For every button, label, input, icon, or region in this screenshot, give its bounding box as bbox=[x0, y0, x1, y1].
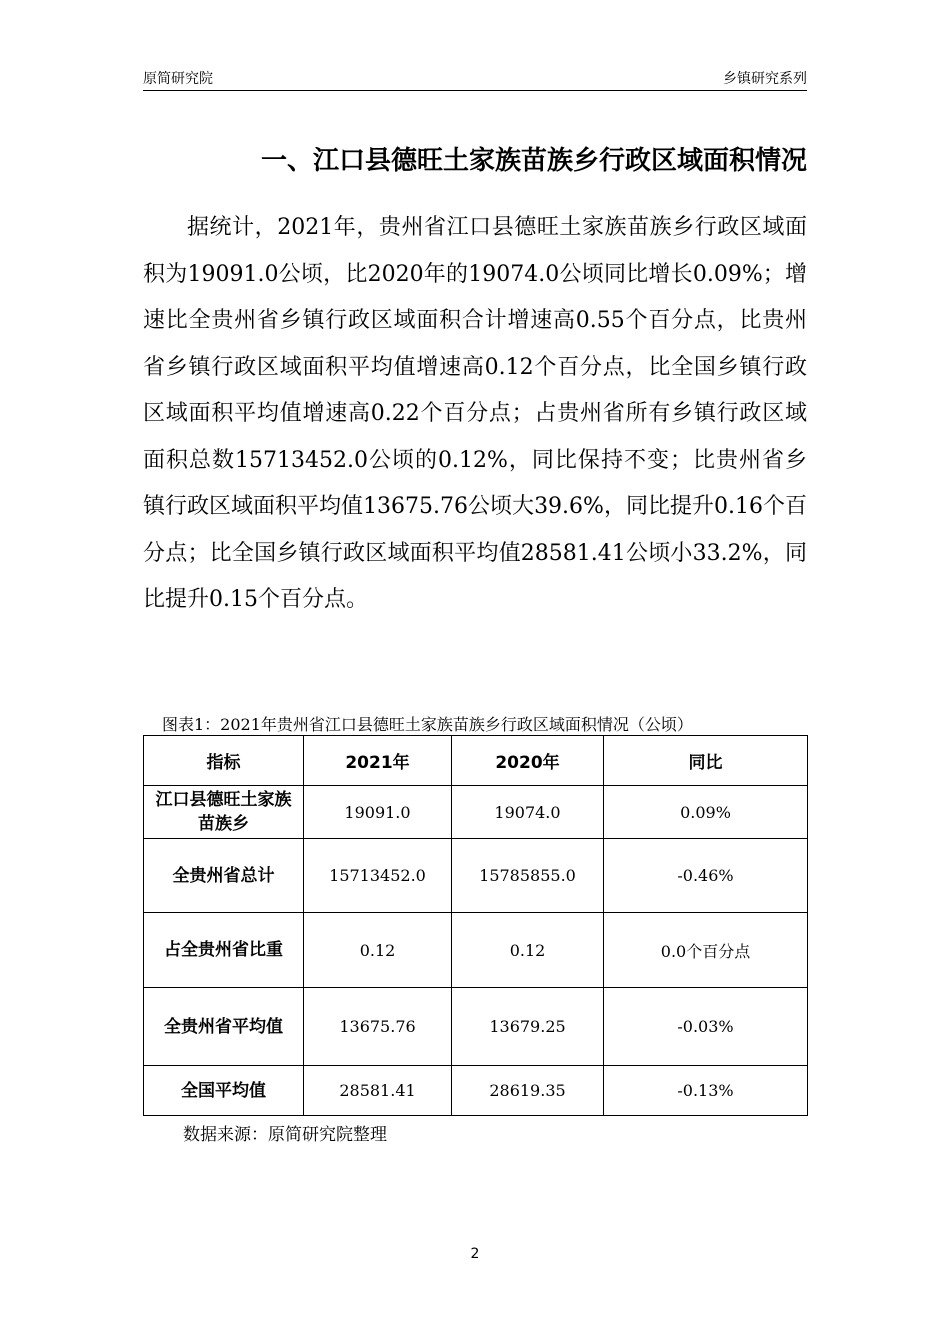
value-yoy: -0.13% bbox=[604, 1066, 808, 1116]
table-row bbox=[144, 988, 808, 1066]
value-2020: 28619.35 bbox=[452, 1066, 604, 1116]
table-row bbox=[144, 1066, 808, 1116]
value-2021: 15713452.0 bbox=[304, 839, 452, 913]
value-2020: 13679.25 bbox=[452, 988, 604, 1066]
body-paragraph: 据统计，2021年，贵州省江口县德旺土家族苗族乡行政区域面积为19091.0公顷，比2020年的19074.0公顷同比增长0.09%；增速比全贵州省乡镇行政区域面积合计增速高0.55个百分点，比贵州省乡镇行政区域面积平均值增速高0.12个百分点，比全国乡镇行政区域面积平均值增速高0.22个百分点；占贵州省所有乡镇行政区域面积总数15713452.0公顷的0.12%，同比保持不变；比贵州省乡镇行政区域面积平均值13675.76公顷大39.6%，同比提升0.16个百分点；比全国乡镇行政区域面积平均值28581.41公顷小33.2%，同比提升0.15个百分点。 bbox=[143, 215, 807, 612]
value-2021: 13675.76 bbox=[304, 988, 452, 1066]
value-2021: 28581.41 bbox=[304, 1066, 452, 1116]
header-series: 乡镇研究系列 bbox=[723, 71, 807, 87]
value-2020: 19074.0 bbox=[452, 786, 604, 839]
row-label: 江口县德旺土家族苗族乡 bbox=[144, 786, 304, 839]
value-2021: 0.12 bbox=[304, 913, 452, 988]
row-label: 全贵州省平均值 bbox=[144, 988, 304, 1066]
table-row bbox=[144, 839, 808, 913]
section-title: 一、江口县德旺土家族苗族乡行政区域面积情况 bbox=[260, 146, 807, 176]
value-yoy: -0.03% bbox=[604, 988, 808, 1066]
header-2021: 2021年 bbox=[304, 736, 452, 786]
value-yoy: -0.46% bbox=[604, 839, 808, 913]
table-row bbox=[144, 913, 808, 988]
value-2021: 19091.0 bbox=[304, 786, 452, 839]
header-2020: 2020年 bbox=[452, 736, 604, 786]
header-yoy: 同比 bbox=[604, 736, 808, 786]
value-2020: 0.12 bbox=[452, 913, 604, 988]
row-label: 全贵州省总计 bbox=[144, 839, 304, 913]
row-label: 占全贵州省比重 bbox=[144, 913, 304, 988]
value-2020: 15785855.0 bbox=[452, 839, 604, 913]
header-org: 原简研究院 bbox=[143, 71, 213, 87]
data-source-note: 数据来源：原简研究院整理 bbox=[183, 1125, 387, 1145]
header-divider bbox=[143, 90, 807, 91]
value-yoy: 0.09% bbox=[604, 786, 808, 839]
table-caption: 图表1：2021年贵州省江口县德旺土家族苗族乡行政区域面积情况（公顷） bbox=[162, 715, 693, 734]
table-row bbox=[144, 786, 808, 839]
page-number: 2 bbox=[470, 1246, 480, 1262]
table-header-row bbox=[144, 736, 808, 786]
header-indicator: 指标 bbox=[144, 736, 304, 786]
area-table bbox=[143, 735, 808, 1116]
value-yoy: 0.0个百分点 bbox=[604, 913, 808, 988]
row-label: 全国平均值 bbox=[144, 1066, 304, 1116]
